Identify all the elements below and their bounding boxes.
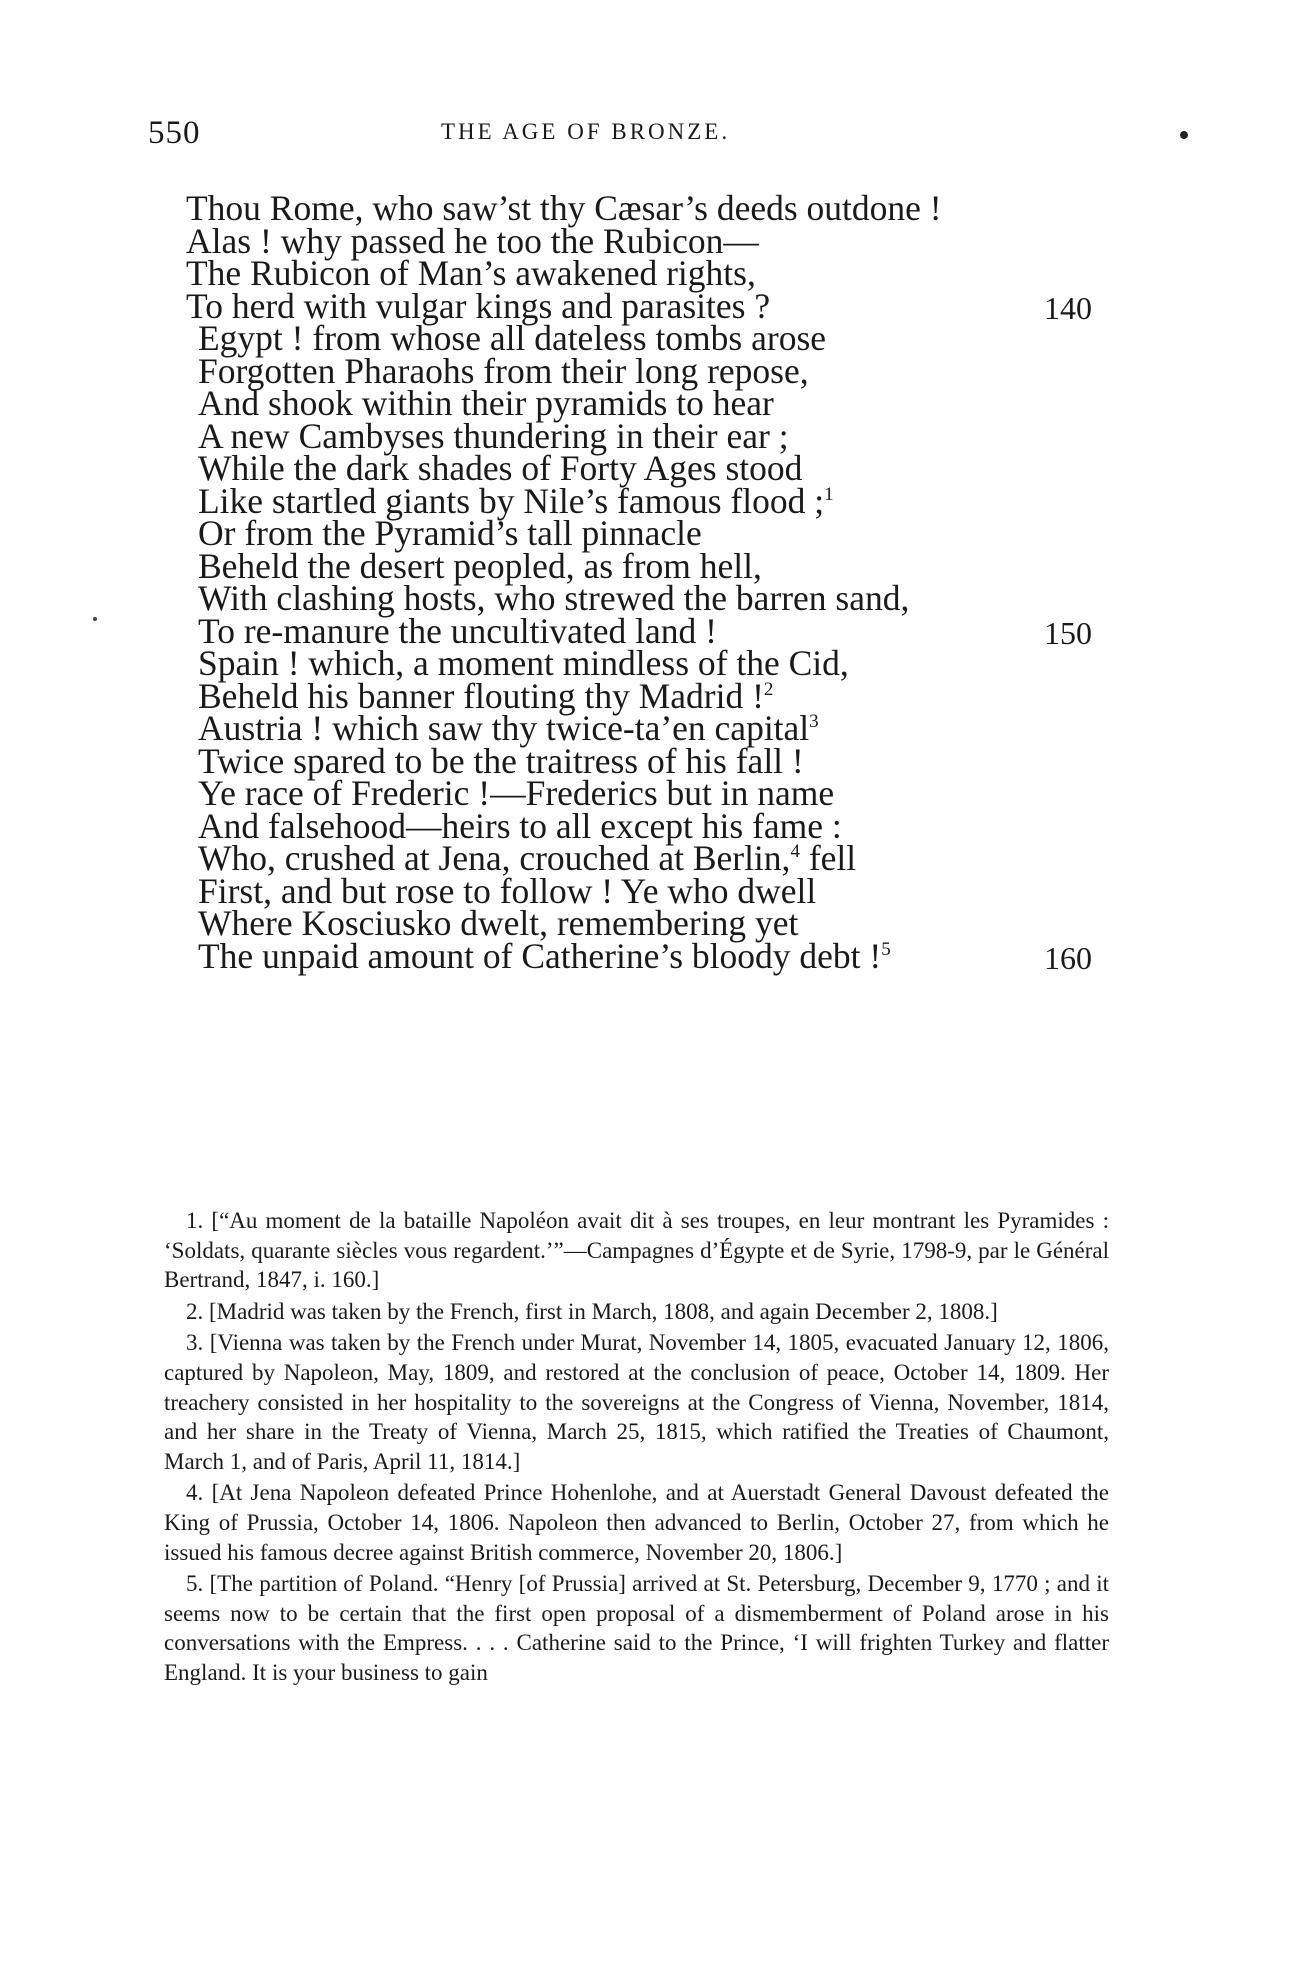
- poem-line-text: The Rubicon of Man’s awakened rights,: [186, 253, 756, 293]
- poem-line-text: Like startled giants by Nile’s famous flood ;$^1$: [198, 480, 834, 521]
- poem-line-text: Twice spared to be the traitress of his fall !: [198, 740, 804, 781]
- page-number: 550: [148, 115, 201, 151]
- footnote-ref: 3: [809, 711, 819, 733]
- footnote-ref: 1: [824, 483, 834, 505]
- poem-line-text: With clashing hosts, who strewed the barren sand,: [198, 578, 910, 618]
- footnote-ref: 4: [790, 841, 800, 863]
- poem-line-continuation: fell: [799, 838, 857, 878]
- poem-line-text: Ye race of Frederic !—Frederics but in name: [198, 773, 835, 813]
- ornament-mark: [1179, 130, 1190, 141]
- line-number: 160: [1044, 939, 1092, 976]
- poem-line-text: Beheld the desert peopled, as from hell,: [198, 545, 762, 586]
- poem-line-text: Thou Rome, who saw’st thy Cæsar’s deeds outdone !: [186, 188, 942, 228]
- poem-line-text: First, and but rose to follow ! Ye who dwell: [198, 870, 817, 911]
- poem-line-text: A new Cambyses thundering in their ear ;: [198, 415, 789, 456]
- poem-line-text: To re-manure the uncultivated land !: [198, 610, 717, 651]
- running-title: THE AGE OF BRONZE.: [441, 119, 731, 144]
- page-header: [148, 115, 1148, 155]
- poem-line-text: Where Kosciusko dwelt, remembering yet: [198, 903, 799, 943]
- poem-line-text: And shook within their pyramids to hear: [198, 383, 774, 423]
- footnote: 2. [Madrid was taken by the French, first in March, 1808, and again December 2, 1808.]: [186, 1298, 998, 1324]
- poem-line-text: Alas ! why passed he too the Rubicon—: [186, 220, 759, 261]
- line-number: 140: [1044, 289, 1092, 326]
- footnote: 1. [“Au moment de la bataille Napoléon avait dit à ses troupes, en leur montrant les Pyramides : ‘Soldats, quarante siècles vous regardent.’”—Campagnes d’Égypte et de Syrie, 1798-9, par le Général Bertrand, 1847, i. 160.]: [164, 1208, 1109, 1293]
- poem-line-text: While the dark shades of Forty Ages stood: [198, 448, 803, 488]
- footnote: 3. [Vienna was taken by the French under Murat, November 14, 1805, evacuated January 12, 1806, captured by Napoleon, May, 1809, and restored at the conclusion of peace, October 14, 1809. Her treachery consisted in her hospitality to the sovereigns at the Congress of Vienna, November, 1814, and her share in the Treaty of Vienna, March 25, 1815, which ratified the Treaties of Chaumont, March 1, and of Paris, April 11, 1814.]: [164, 1330, 1109, 1474]
- footnote: 5. [The partition of Poland. “Henry [of Prussia] arrived at St. Petersburg, December 9, 1770 ; and it seems now to be certain that the first open proposal of a dismemberment of Poland arose in his conversations with the Empress. . . . Catherine said to the Prince, ‘I will frighten Turkey and flatter England. It is your business to gain: [164, 1571, 1109, 1685]
- poem-line-text: The unpaid amount of Catherine’s bloody debt !$^5$: [198, 935, 891, 976]
- poem-line-text: Austria ! which saw thy twice-ta’en capital$^3$: [198, 708, 819, 748]
- poem-line-text: Forgotten Pharaohs from their long repose,: [198, 350, 809, 391]
- line-number: 150: [1044, 614, 1092, 651]
- poem-line-text: Spain ! which, a moment mindless of the Cid,: [198, 643, 849, 683]
- poem-line-text: And falsehood—heirs to all except his fame :: [198, 805, 842, 846]
- poem-line-text: Beheld his banner flouting thy Madrid !$^2$: [198, 675, 774, 716]
- poem-line-text: To herd with vulgar kings and parasites ?: [186, 285, 771, 326]
- poem-line-text: Egypt ! from whose all dateless tombs arose: [198, 318, 827, 358]
- footnote-ref: 2: [763, 678, 774, 700]
- poem-line-text: Who, crushed at Jena, crouched at Berlin,$^4$ fell: [198, 838, 857, 878]
- footnote: 4. [At Jena Napoleon defeated Prince Hohenlohe, and at Auerstadt General Davoust defeated the King of Prussia, October 14, 1806. Napoleon then advanced to Berlin, October 27, from which he issued his famous decree against British commerce, November 20, 1806.]: [164, 1480, 1109, 1565]
- poem-line: [0, 936, 1295, 977]
- margin-mark: [93, 617, 97, 621]
- footnote-ref: 5: [881, 938, 891, 960]
- footnotes: [164, 1206, 1109, 1690]
- poem-line-text: Or from the Pyramid’s tall pinnacle: [198, 513, 702, 553]
